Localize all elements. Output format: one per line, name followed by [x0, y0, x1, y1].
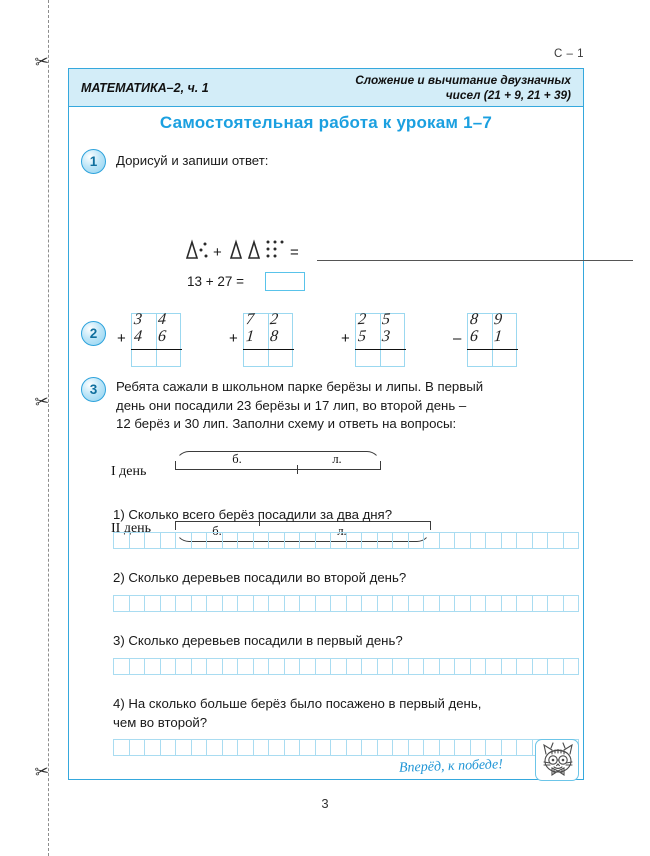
- question-3: [113, 632, 403, 651]
- answer-cell[interactable]: [377, 532, 393, 549]
- answer-cell[interactable]: [532, 532, 548, 549]
- column-top-digit-1: 3: [133, 310, 143, 329]
- answer-cell[interactable]: [160, 595, 176, 612]
- bracket-left-cap: [175, 461, 176, 470]
- answer-cell[interactable]: [423, 658, 439, 675]
- column-bottom-digit-1: 6: [469, 327, 479, 346]
- answer-cell[interactable]: [485, 658, 501, 675]
- diagram-bracket-day-1[interactable]: [175, 451, 381, 470]
- topic-line-1: Сложение и вычитание двузначных: [355, 72, 571, 87]
- answer-grid-4[interactable]: [113, 739, 579, 756]
- answer-cell[interactable]: [392, 532, 408, 549]
- answer-cell[interactable]: [392, 595, 408, 612]
- column-top-digit-1: 8: [469, 310, 479, 329]
- column-top-digit-2: 2: [269, 310, 279, 329]
- question-4-text: На сколько больше берёз было посажено в первый день,: [128, 696, 482, 711]
- answer-cell[interactable]: [237, 739, 253, 756]
- answer-grid-2[interactable]: [113, 595, 579, 612]
- diagram-label-day-1: I день: [111, 464, 147, 479]
- answer-cell[interactable]: [129, 532, 145, 549]
- answer-cell[interactable]: [175, 739, 191, 756]
- answer-cell[interactable]: [175, 532, 191, 549]
- answer-cell[interactable]: [454, 595, 470, 612]
- cut-line: [48, 0, 49, 856]
- answer-cell[interactable]: [485, 532, 501, 549]
- answer-cell[interactable]: [299, 739, 315, 756]
- cat-icon: [536, 740, 579, 781]
- answer-cell[interactable]: [346, 532, 362, 549]
- answer-cell[interactable]: [516, 532, 532, 549]
- column-bottom-digit-1: 5: [357, 327, 367, 346]
- answer-cell[interactable]: [377, 658, 393, 675]
- diagram-segment-label-linden: л.: [332, 452, 342, 466]
- question-2: [113, 569, 406, 588]
- answer-cell[interactable]: [361, 658, 377, 675]
- column-rule: [355, 349, 406, 350]
- task-3-prompt: [116, 378, 574, 434]
- answer-cell[interactable]: [408, 658, 424, 675]
- answer-cell[interactable]: [470, 658, 486, 675]
- answer-cell[interactable]: [408, 739, 424, 756]
- answer-cell[interactable]: [206, 532, 222, 549]
- column-top-digit-2: 9: [493, 310, 503, 329]
- task-1-answer-line[interactable]: [317, 260, 633, 261]
- bracket-divider-tick: [297, 465, 298, 474]
- answer-cell[interactable]: [191, 658, 207, 675]
- answer-cell[interactable]: [144, 532, 160, 549]
- answer-cell[interactable]: [547, 532, 563, 549]
- answer-cell[interactable]: [439, 532, 455, 549]
- column-grid[interactable]: [131, 310, 181, 367]
- answer-cell[interactable]: [191, 532, 207, 549]
- answer-cell[interactable]: [113, 532, 129, 549]
- answer-cell[interactable]: [315, 595, 331, 612]
- answer-cell[interactable]: [470, 532, 486, 549]
- column-grid[interactable]: [355, 310, 405, 367]
- column-bottom-digit-2: 3: [381, 327, 391, 346]
- worksheet-code: С – 1: [554, 48, 584, 60]
- answer-cell[interactable]: [330, 595, 346, 612]
- answer-cell[interactable]: [315, 658, 331, 675]
- column-operator: +: [229, 330, 238, 347]
- answer-cell[interactable]: [470, 595, 486, 612]
- answer-cell[interactable]: [237, 595, 253, 612]
- answer-cell[interactable]: [423, 532, 439, 549]
- answer-cell[interactable]: [454, 532, 470, 549]
- question-3-number: 3): [113, 633, 125, 648]
- answer-cell[interactable]: [237, 532, 253, 549]
- answer-cell[interactable]: [516, 595, 532, 612]
- column-bottom-digit-2: 1: [493, 327, 503, 346]
- column-rule: [131, 349, 182, 350]
- answer-cell[interactable]: [268, 658, 284, 675]
- answer-cell[interactable]: [361, 532, 377, 549]
- answer-cell[interactable]: [299, 532, 315, 549]
- task-3-prompt-line-1: Ребята сажали в школьном парке берёзы и липы. В первый: [116, 379, 484, 394]
- bracket-right-cap: [380, 461, 381, 470]
- answer-cell[interactable]: [315, 532, 331, 549]
- answer-cell[interactable]: [113, 595, 129, 612]
- answer-cell[interactable]: [454, 658, 470, 675]
- column-top-digit-2: 4: [157, 310, 167, 329]
- question-4: [113, 695, 568, 732]
- answer-cell[interactable]: [284, 595, 300, 612]
- answer-cell[interactable]: [501, 532, 517, 549]
- diagram-segment-label-linden: л.: [337, 524, 347, 538]
- answer-cell[interactable]: [160, 739, 176, 756]
- answer-cell[interactable]: [129, 595, 145, 612]
- answer-cell[interactable]: [501, 739, 517, 756]
- scissors-icon: ✂: [33, 51, 51, 72]
- answer-cell[interactable]: [268, 595, 284, 612]
- question-4-text-line-2: чем во второй?: [113, 714, 208, 730]
- answer-cell[interactable]: [160, 658, 176, 675]
- answer-cell[interactable]: [222, 532, 238, 549]
- answer-cell[interactable]: [144, 739, 160, 756]
- answer-cell[interactable]: [439, 595, 455, 612]
- column-grid[interactable]: [243, 310, 293, 367]
- answer-cell[interactable]: [392, 739, 408, 756]
- column-bottom-digit-1: 4: [133, 327, 143, 346]
- column-bottom-digit-2: 6: [157, 327, 167, 346]
- column-bottom-digit-2: 8: [269, 327, 279, 346]
- answer-cell[interactable]: [191, 739, 207, 756]
- answer-cell[interactable]: [160, 532, 176, 549]
- answer-cell[interactable]: [222, 739, 238, 756]
- subject-title: МАТЕМАТИКА–2, ч. 1: [81, 80, 209, 95]
- answer-cell[interactable]: [113, 658, 129, 675]
- worksheet-title: Самостоятельная работа к урокам 1–7: [159, 113, 493, 132]
- answer-cell[interactable]: [144, 595, 160, 612]
- answer-cell[interactable]: [547, 658, 563, 675]
- answer-cell[interactable]: [268, 532, 284, 549]
- page-number: 3: [321, 796, 329, 811]
- answer-cell[interactable]: [377, 595, 393, 612]
- answer-cell[interactable]: [253, 739, 269, 756]
- answer-cell[interactable]: [563, 658, 580, 675]
- answer-cell[interactable]: [361, 739, 377, 756]
- answer-cell[interactable]: [253, 595, 269, 612]
- answer-cell[interactable]: [423, 739, 439, 756]
- task-number-1: 1: [81, 149, 106, 174]
- column-top-digit-1: 7: [245, 310, 255, 329]
- answer-cell[interactable]: [191, 595, 207, 612]
- question-1-text: Сколько всего берёз посадили за два дня?: [128, 507, 393, 522]
- answer-cell[interactable]: [501, 595, 517, 612]
- answer-cell[interactable]: [206, 658, 222, 675]
- column-bottom-digit-1: 1: [245, 327, 255, 346]
- answer-cell[interactable]: [516, 739, 532, 756]
- answer-cell[interactable]: [330, 532, 346, 549]
- answer-cell[interactable]: [299, 595, 315, 612]
- answer-cell[interactable]: [237, 658, 253, 675]
- scissors-icon: ✂: [33, 391, 51, 412]
- answer-cell[interactable]: [268, 739, 284, 756]
- task-number-3: 3: [81, 377, 106, 402]
- answer-cell[interactable]: [361, 595, 377, 612]
- diagram-segment-label-birch: б.: [232, 452, 242, 466]
- task-3-prompt-line-2: день они посадили 23 берёзы и 17 лип, во второй день –: [116, 397, 467, 413]
- answer-cell[interactable]: [222, 658, 238, 675]
- answer-cell[interactable]: [563, 595, 580, 612]
- question-1: [113, 506, 392, 525]
- answer-cell[interactable]: [253, 532, 269, 549]
- task-number-2: 2: [81, 321, 106, 346]
- task-1-equation: 13 + 27 =: [187, 274, 245, 289]
- answer-cell[interactable]: [175, 658, 191, 675]
- question-4-number: 4): [113, 696, 125, 711]
- motto-text: Вперёд, к победе!: [398, 757, 504, 776]
- answer-cell[interactable]: [144, 658, 160, 675]
- column-rule: [467, 349, 518, 350]
- column-operator: –: [453, 330, 462, 347]
- column-rule: [243, 349, 294, 350]
- answer-cell[interactable]: [330, 658, 346, 675]
- answer-cell[interactable]: [408, 532, 424, 549]
- answer-cell[interactable]: [175, 595, 191, 612]
- answer-cell[interactable]: [439, 658, 455, 675]
- question-1-number: 1): [113, 507, 125, 522]
- diagram-segment-label-birch: б.: [212, 524, 222, 538]
- answer-cell[interactable]: [330, 739, 346, 756]
- svg-text:+: +: [213, 244, 222, 261]
- answer-cell[interactable]: [439, 739, 455, 756]
- answer-grid-3[interactable]: [113, 658, 579, 675]
- answer-cell[interactable]: [423, 595, 439, 612]
- question-3-text: Сколько деревьев посадили в первый день?: [128, 633, 403, 648]
- topic-title: [209, 73, 583, 102]
- answer-cell[interactable]: [454, 739, 470, 756]
- answer-cell[interactable]: [284, 739, 300, 756]
- answer-cell[interactable]: [346, 658, 362, 675]
- answer-cell[interactable]: [547, 595, 563, 612]
- answer-cell[interactable]: [485, 595, 501, 612]
- answer-cell[interactable]: [206, 739, 222, 756]
- task-1-prompt: Дорисуй и запиши ответ:: [116, 153, 269, 168]
- mascot-frame: [535, 739, 579, 781]
- answer-cell[interactable]: [470, 739, 486, 756]
- answer-cell[interactable]: [392, 658, 408, 675]
- answer-grid-1[interactable]: [113, 532, 579, 549]
- answer-cell[interactable]: [206, 595, 222, 612]
- answer-cell[interactable]: [501, 658, 517, 675]
- answer-cell[interactable]: [346, 739, 362, 756]
- topic-line-2: чисел (21 + 9, 21 + 39): [445, 87, 571, 102]
- header-band: [69, 69, 583, 107]
- column-top-digit-2: 5: [381, 310, 391, 329]
- answer-cell[interactable]: [532, 658, 548, 675]
- scissors-icon: ✂: [33, 761, 51, 782]
- answer-cell[interactable]: [222, 595, 238, 612]
- triangles-dots-figure: [186, 237, 314, 263]
- task-3-prompt-line-3: 12 берёз и 30 лип. Заполни схему и ответь на вопросы:: [116, 416, 457, 432]
- answer-cell[interactable]: [284, 658, 300, 675]
- answer-cell[interactable]: [346, 595, 362, 612]
- answer-cell[interactable]: [516, 658, 532, 675]
- column-top-digit-1: 2: [357, 310, 367, 329]
- answer-cell[interactable]: [299, 658, 315, 675]
- answer-cell[interactable]: [129, 739, 145, 756]
- column-grid[interactable]: [467, 310, 517, 367]
- task-1-answer-box[interactable]: [265, 272, 305, 291]
- answer-cell[interactable]: [284, 532, 300, 549]
- column-operator: +: [341, 330, 350, 347]
- answer-cell[interactable]: [129, 658, 145, 675]
- answer-cell[interactable]: [113, 739, 129, 756]
- answer-cell[interactable]: [315, 739, 331, 756]
- question-2-number: 2): [113, 570, 125, 585]
- svg-text:=: =: [290, 244, 299, 261]
- bracket-right-cap: [430, 521, 431, 530]
- question-2-text: Сколько деревьев посадили во второй день?: [128, 570, 407, 585]
- answer-cell[interactable]: [377, 739, 393, 756]
- answer-cell[interactable]: [253, 658, 269, 675]
- column-operator: +: [117, 330, 126, 347]
- diagram-label-day-2: II день: [111, 521, 152, 536]
- answer-cell[interactable]: [485, 739, 501, 756]
- task-1-symbol-expression: [186, 237, 314, 263]
- answer-cell[interactable]: [408, 595, 424, 612]
- answer-cell[interactable]: [532, 595, 548, 612]
- answer-cell[interactable]: [563, 532, 580, 549]
- worksheet-sheet: [68, 68, 584, 780]
